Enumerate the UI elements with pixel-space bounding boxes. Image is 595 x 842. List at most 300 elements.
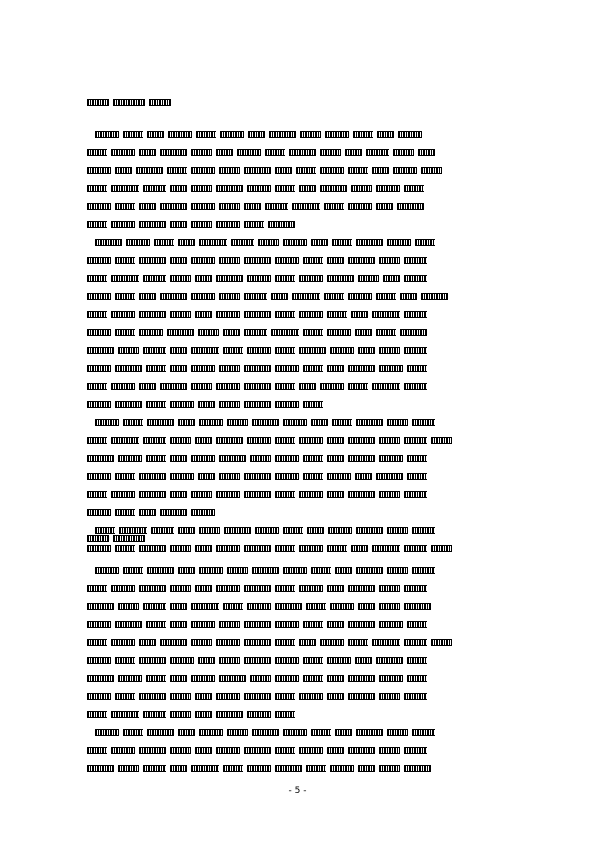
text-word bbox=[275, 639, 295, 646]
text-word bbox=[146, 621, 166, 628]
text-word bbox=[195, 711, 212, 718]
text-word bbox=[139, 545, 166, 552]
text-word bbox=[143, 347, 167, 354]
text-word bbox=[348, 203, 372, 210]
text-word bbox=[119, 527, 146, 534]
text-word bbox=[223, 329, 240, 336]
text-word bbox=[398, 131, 422, 138]
text-word bbox=[95, 567, 119, 574]
text-word bbox=[115, 509, 135, 516]
text-word bbox=[324, 293, 344, 300]
text-word bbox=[244, 545, 271, 552]
text-word bbox=[216, 585, 240, 592]
text-word bbox=[170, 675, 187, 682]
text-word bbox=[376, 203, 393, 210]
text-word bbox=[167, 329, 194, 336]
text-word bbox=[275, 621, 299, 628]
text-word bbox=[147, 131, 164, 138]
text-word bbox=[372, 311, 399, 318]
text-word bbox=[252, 419, 279, 426]
text-word bbox=[275, 675, 299, 682]
text-word bbox=[247, 185, 271, 192]
text-word bbox=[244, 383, 271, 390]
text-word bbox=[178, 729, 195, 736]
text-word bbox=[247, 437, 271, 444]
text-word bbox=[170, 747, 190, 754]
text-word bbox=[387, 419, 407, 426]
text-word bbox=[275, 347, 295, 354]
text-word bbox=[219, 167, 239, 174]
text-word bbox=[87, 657, 111, 664]
text-word bbox=[147, 567, 174, 574]
text-word bbox=[87, 347, 114, 354]
text-word bbox=[191, 491, 211, 498]
text-word bbox=[136, 167, 163, 174]
text-word bbox=[244, 167, 271, 174]
text-word bbox=[216, 275, 243, 282]
text-word bbox=[366, 149, 390, 156]
text-word bbox=[412, 567, 436, 574]
text-word bbox=[356, 729, 383, 736]
text-line bbox=[87, 310, 510, 318]
text-word bbox=[303, 329, 323, 336]
text-word bbox=[111, 221, 135, 228]
text-word bbox=[275, 747, 295, 754]
text-word bbox=[178, 419, 195, 426]
text-word bbox=[421, 293, 448, 300]
text-word bbox=[191, 383, 211, 390]
text-line bbox=[87, 490, 510, 498]
text-word bbox=[219, 473, 239, 480]
text-word bbox=[139, 383, 156, 390]
text-word bbox=[265, 149, 285, 156]
text-word bbox=[95, 527, 115, 534]
text-word bbox=[303, 621, 323, 628]
text-word bbox=[247, 711, 271, 718]
text-word bbox=[87, 311, 107, 318]
text-word bbox=[247, 765, 271, 772]
text-word bbox=[348, 693, 375, 700]
text-word bbox=[198, 473, 215, 480]
text-word bbox=[348, 585, 375, 592]
text-word bbox=[170, 657, 194, 664]
text-word bbox=[348, 639, 368, 646]
text-word bbox=[191, 149, 211, 156]
text-word bbox=[247, 603, 271, 610]
text-word bbox=[307, 527, 324, 534]
text-word bbox=[404, 275, 428, 282]
text-word bbox=[191, 639, 211, 646]
text-word bbox=[170, 693, 190, 700]
text-word bbox=[320, 185, 347, 192]
text-word bbox=[431, 639, 451, 646]
text-word bbox=[143, 603, 167, 610]
text-word bbox=[178, 567, 195, 574]
text-word bbox=[393, 149, 413, 156]
text-word bbox=[404, 747, 428, 754]
text-word bbox=[118, 347, 138, 354]
text-word bbox=[299, 545, 323, 552]
text-word bbox=[87, 99, 109, 106]
section-heading-2 bbox=[87, 534, 149, 543]
text-word bbox=[387, 729, 407, 736]
text-word bbox=[216, 221, 240, 228]
text-word bbox=[327, 437, 344, 444]
text-word bbox=[191, 203, 215, 210]
text-word bbox=[275, 585, 295, 592]
text-line bbox=[87, 526, 510, 534]
text-word bbox=[376, 473, 403, 480]
text-word bbox=[87, 491, 107, 498]
text-line bbox=[87, 746, 510, 754]
text-line bbox=[87, 130, 510, 138]
text-word bbox=[355, 329, 372, 336]
text-word bbox=[275, 437, 295, 444]
text-line bbox=[87, 508, 510, 516]
text-word bbox=[87, 693, 111, 700]
text-word bbox=[195, 311, 212, 318]
text-word bbox=[379, 455, 403, 462]
text-word bbox=[244, 257, 271, 264]
text-word bbox=[111, 639, 135, 646]
text-word bbox=[275, 657, 299, 664]
text-word bbox=[348, 365, 375, 372]
text-word bbox=[219, 455, 246, 462]
text-word bbox=[327, 257, 344, 264]
text-word bbox=[379, 603, 399, 610]
section-body-1 bbox=[87, 130, 510, 562]
text-word bbox=[348, 675, 375, 682]
text-word bbox=[244, 365, 271, 372]
text-word bbox=[170, 585, 190, 592]
text-word bbox=[118, 455, 142, 462]
text-line bbox=[87, 202, 510, 210]
text-word bbox=[87, 621, 111, 628]
text-word bbox=[376, 657, 403, 664]
text-word bbox=[407, 621, 427, 628]
text-word bbox=[139, 293, 156, 300]
text-word bbox=[275, 185, 295, 192]
text-word bbox=[115, 621, 142, 628]
text-word bbox=[379, 675, 403, 682]
text-word bbox=[303, 473, 323, 480]
text-word bbox=[404, 437, 428, 444]
text-word bbox=[330, 765, 354, 772]
text-word bbox=[118, 603, 138, 610]
text-word bbox=[216, 693, 240, 700]
text-word bbox=[275, 455, 299, 462]
text-word bbox=[139, 693, 166, 700]
text-word bbox=[160, 639, 187, 646]
text-word bbox=[311, 729, 331, 736]
text-word bbox=[351, 185, 371, 192]
text-word bbox=[379, 437, 399, 444]
text-word bbox=[320, 383, 344, 390]
text-word bbox=[348, 621, 375, 628]
text-line bbox=[87, 544, 510, 552]
text-word bbox=[146, 365, 166, 372]
text-word bbox=[330, 347, 354, 354]
text-word bbox=[191, 509, 215, 516]
text-line bbox=[87, 436, 510, 444]
text-word bbox=[332, 239, 352, 246]
text-word bbox=[275, 401, 299, 408]
text-word bbox=[115, 473, 135, 480]
text-line bbox=[87, 328, 510, 336]
text-word bbox=[170, 221, 187, 228]
text-word bbox=[327, 621, 344, 628]
text-line bbox=[87, 220, 510, 228]
text-word bbox=[113, 99, 145, 106]
text-line bbox=[87, 274, 510, 282]
text-word bbox=[303, 657, 323, 664]
text-word bbox=[393, 167, 417, 174]
text-word bbox=[199, 239, 226, 246]
text-word bbox=[358, 765, 375, 772]
text-word bbox=[296, 167, 316, 174]
text-word bbox=[199, 729, 223, 736]
text-line bbox=[87, 166, 510, 174]
text-word bbox=[87, 275, 107, 282]
text-word bbox=[115, 693, 135, 700]
text-word bbox=[95, 419, 119, 426]
text-word bbox=[311, 239, 328, 246]
text-word bbox=[372, 639, 399, 646]
text-word bbox=[407, 657, 427, 664]
text-word bbox=[191, 455, 215, 462]
text-word bbox=[247, 347, 271, 354]
text-word bbox=[244, 329, 268, 336]
text-word bbox=[111, 437, 138, 444]
paragraph bbox=[87, 566, 510, 718]
text-word bbox=[115, 257, 135, 264]
text-word bbox=[111, 711, 138, 718]
text-word bbox=[335, 567, 352, 574]
text-word bbox=[87, 437, 107, 444]
text-word bbox=[111, 491, 135, 498]
text-word bbox=[300, 131, 320, 138]
text-word bbox=[303, 257, 323, 264]
text-word bbox=[275, 311, 295, 318]
text-word bbox=[126, 239, 150, 246]
text-word bbox=[111, 383, 135, 390]
text-word bbox=[283, 729, 307, 736]
text-word bbox=[111, 585, 135, 592]
text-word bbox=[219, 401, 239, 408]
text-line bbox=[87, 346, 510, 354]
text-line bbox=[87, 292, 510, 300]
text-word bbox=[327, 455, 344, 462]
text-word bbox=[283, 527, 303, 534]
text-word bbox=[87, 365, 111, 372]
text-word bbox=[87, 185, 107, 192]
text-word bbox=[271, 329, 298, 336]
text-word bbox=[275, 473, 299, 480]
text-word bbox=[143, 185, 167, 192]
text-word bbox=[199, 419, 223, 426]
text-word bbox=[244, 203, 261, 210]
text-word bbox=[115, 167, 132, 174]
text-word bbox=[244, 693, 271, 700]
text-word bbox=[299, 383, 316, 390]
text-line bbox=[87, 602, 510, 610]
text-word bbox=[299, 693, 323, 700]
text-word bbox=[407, 365, 427, 372]
text-word bbox=[299, 275, 323, 282]
text-word bbox=[348, 293, 372, 300]
section-heading-1 bbox=[87, 98, 175, 107]
text-word bbox=[160, 509, 187, 516]
text-word bbox=[216, 437, 243, 444]
text-word bbox=[372, 167, 389, 174]
text-word bbox=[324, 203, 344, 210]
text-line bbox=[87, 620, 510, 628]
text-word bbox=[191, 675, 215, 682]
text-word bbox=[327, 365, 344, 372]
text-word bbox=[299, 437, 323, 444]
text-word bbox=[289, 149, 316, 156]
text-word bbox=[397, 203, 424, 210]
text-word bbox=[170, 711, 190, 718]
text-word bbox=[191, 347, 218, 354]
text-line bbox=[87, 584, 510, 592]
section-body-2 bbox=[87, 566, 510, 782]
text-word bbox=[199, 567, 223, 574]
text-word bbox=[191, 293, 215, 300]
text-word bbox=[219, 203, 239, 210]
text-word bbox=[320, 149, 340, 156]
text-word bbox=[154, 239, 174, 246]
text-word bbox=[191, 221, 211, 228]
text-word bbox=[252, 729, 279, 736]
paragraph bbox=[87, 526, 510, 552]
text-word bbox=[216, 383, 240, 390]
text-word bbox=[167, 167, 187, 174]
text-word bbox=[348, 491, 375, 498]
text-word bbox=[170, 365, 187, 372]
text-word bbox=[345, 149, 362, 156]
text-word bbox=[275, 765, 302, 772]
text-word bbox=[216, 747, 240, 754]
text-word bbox=[170, 491, 187, 498]
text-word bbox=[335, 729, 352, 736]
text-line bbox=[87, 418, 510, 426]
text-word bbox=[95, 131, 119, 138]
text-word bbox=[379, 257, 399, 264]
text-word bbox=[95, 729, 119, 736]
text-word bbox=[139, 311, 166, 318]
text-word bbox=[351, 545, 368, 552]
text-word bbox=[328, 527, 352, 534]
text-word bbox=[327, 675, 344, 682]
text-word bbox=[311, 419, 328, 426]
text-word bbox=[400, 293, 417, 300]
text-word bbox=[404, 311, 428, 318]
text-word bbox=[139, 491, 166, 498]
text-word bbox=[265, 203, 289, 210]
text-word bbox=[170, 311, 190, 318]
text-word bbox=[216, 545, 240, 552]
text-word bbox=[87, 473, 111, 480]
text-word bbox=[115, 545, 135, 552]
text-word bbox=[299, 311, 323, 318]
text-word bbox=[325, 131, 349, 138]
text-word bbox=[372, 383, 399, 390]
text-word bbox=[196, 131, 216, 138]
text-word bbox=[244, 401, 271, 408]
text-word bbox=[299, 185, 316, 192]
text-word bbox=[356, 239, 383, 246]
text-word bbox=[195, 545, 212, 552]
text-line bbox=[87, 692, 510, 700]
text-word bbox=[123, 729, 143, 736]
text-word bbox=[123, 131, 143, 138]
text-word bbox=[87, 167, 111, 174]
text-word bbox=[115, 203, 135, 210]
paragraph bbox=[87, 418, 510, 516]
text-word bbox=[115, 329, 135, 336]
text-word bbox=[216, 149, 233, 156]
text-word bbox=[376, 329, 396, 336]
text-word bbox=[170, 545, 190, 552]
text-word bbox=[431, 545, 451, 552]
text-word bbox=[379, 747, 399, 754]
text-word bbox=[275, 545, 295, 552]
text-line bbox=[87, 364, 510, 372]
text-word bbox=[387, 239, 411, 246]
text-word bbox=[118, 765, 138, 772]
text-word bbox=[216, 491, 240, 498]
text-word bbox=[147, 419, 174, 426]
text-word bbox=[139, 257, 166, 264]
text-word bbox=[356, 419, 383, 426]
text-word bbox=[358, 347, 375, 354]
text-word bbox=[219, 675, 246, 682]
text-word bbox=[247, 275, 271, 282]
text-word bbox=[219, 365, 239, 372]
text-word bbox=[111, 747, 135, 754]
text-word bbox=[87, 535, 109, 542]
text-word bbox=[407, 455, 427, 462]
text-word bbox=[299, 347, 326, 354]
text-word bbox=[87, 711, 107, 718]
text-word bbox=[252, 567, 279, 574]
text-word bbox=[353, 131, 373, 138]
text-line bbox=[87, 184, 510, 192]
text-word bbox=[355, 657, 372, 664]
text-word bbox=[191, 603, 218, 610]
text-word bbox=[327, 275, 354, 282]
text-word bbox=[348, 437, 375, 444]
text-word bbox=[139, 473, 166, 480]
text-word bbox=[146, 675, 166, 682]
text-word bbox=[320, 167, 344, 174]
paragraph bbox=[87, 238, 510, 408]
text-word bbox=[139, 149, 156, 156]
text-word bbox=[199, 527, 219, 534]
text-word bbox=[170, 275, 190, 282]
text-word bbox=[87, 257, 111, 264]
text-word bbox=[404, 257, 428, 264]
text-word bbox=[383, 275, 400, 282]
text-word bbox=[87, 639, 107, 646]
text-word bbox=[170, 185, 187, 192]
text-word bbox=[139, 747, 166, 754]
text-word bbox=[258, 239, 278, 246]
text-word bbox=[327, 693, 344, 700]
text-word bbox=[146, 401, 166, 408]
text-word bbox=[358, 603, 375, 610]
